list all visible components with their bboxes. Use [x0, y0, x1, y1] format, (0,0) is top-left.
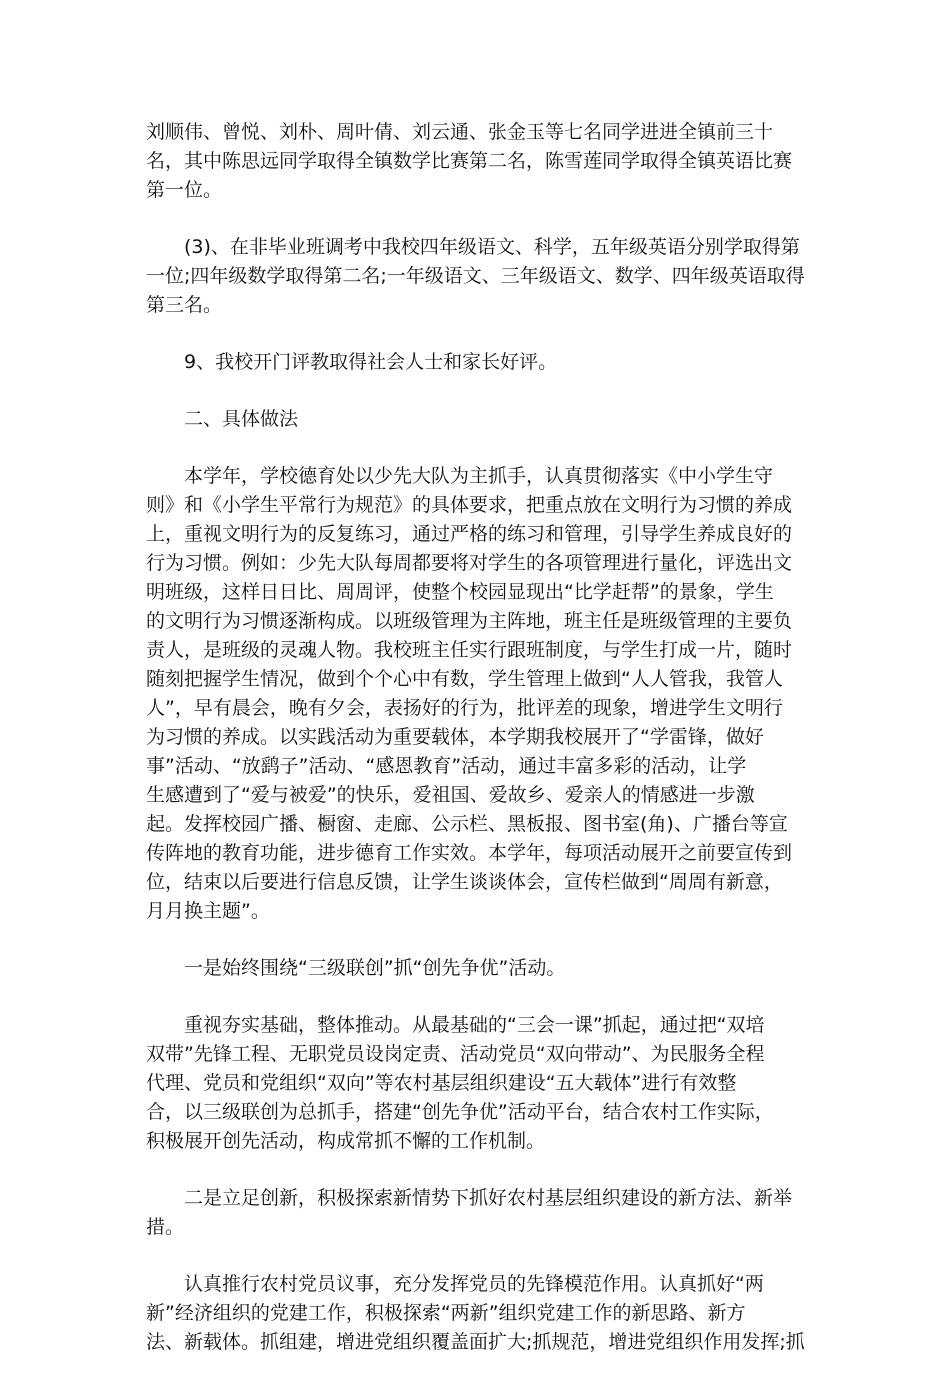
- text-line: 一是始终围绕“三级联创”抓“创先争优”活动。: [184, 957, 566, 979]
- text-line: 第三名。: [146, 294, 223, 316]
- text-line: 则》和《小学生平常行为规范》的具体要求，把重点放在文明行为习惯的养成: [146, 494, 793, 516]
- text-line: (3)、在非毕业班调考中我校四年级语文、科学，五年级英语分别学取得第: [184, 236, 800, 258]
- text-line: 名，其中陈思远同学取得全镇数学比赛第二名，陈雪莲同学取得全镇英语比赛: [146, 150, 793, 172]
- text-line: 的文明行为习惯逐渐构成。以班级管理为主阵地，班主任是班级管理的主要负: [146, 610, 793, 632]
- text-line: 二是立足创新，积极探索新情势下抓好农村基层组织建设的新方法、新举: [184, 1187, 793, 1209]
- text-line: 传阵地的教育功能，进步德育工作实效。本学年，每项活动展开之前要宣传到: [146, 842, 793, 864]
- text-line: 为习惯的养成。以实践活动为重要载体，本学期我校展开了“学雷锋，做好: [146, 726, 764, 748]
- text-line: 法、新载体。抓组建，增进党组织覆盖面扩大;抓规范，增进党组织作用发挥;抓: [146, 1331, 805, 1353]
- paragraph-point-one: [146, 954, 808, 983]
- text-line: 合，以三级联创为总抓手，搭建“创先争优”活动平台，结合农村工作实际，: [146, 1101, 774, 1123]
- text-line: 刘顺伟、曾悦、刘朴、周叶倩、刘云通、张金玉等七名同学进进全镇前三十: [146, 121, 774, 143]
- paragraph-non-graduating-exam: [146, 233, 808, 320]
- text-line: 重视夯实基础，整体推动。从最基础的“三会一课”抓起，通过把“双培: [184, 1014, 765, 1036]
- text-line: 起。发挥校园广播、橱窗、走廊、公示栏、黑板报、图书室(角)、广播台等宣: [146, 813, 788, 835]
- paragraph-foundation: [146, 1011, 808, 1156]
- text-line: 行为习惯。例如：少先大队每周都要将对学生的各项管理进行量化，评选出文: [146, 552, 793, 574]
- text-line: 积极展开创先活动，构成常抓不懈的工作机制。: [146, 1130, 546, 1152]
- text-line: 随刻把握学生情况，做到个个心中有数，学生管理上做到“人人管我，我管人: [146, 668, 783, 690]
- paragraph-open-evaluation: [146, 348, 808, 377]
- text-line: 位，结束以后要进行信息反馈，让学生谈谈体会，宣传栏做到“周周有新意，: [146, 871, 783, 893]
- text-line: 第一位。: [146, 179, 223, 201]
- text-line: 双带”先锋工程、无职党员设岗定责、活动党员“双向带动”、为民服务全程: [146, 1043, 765, 1065]
- text-line: 明班级，这样日日比、周周评，使整个校园显现出“比学赶帮”的景象，学生: [146, 581, 774, 603]
- text-line: 事”活动、“放鹞子”活动、“感恩教育”活动，通过丰富多彩的活动，让学: [146, 755, 747, 777]
- text-line: 生感遭到了“爱与被爱”的快乐，爱祖国、爱故乡、爱亲人的情感进一步激: [146, 784, 755, 806]
- text-line: 月月换主题”。: [146, 900, 270, 922]
- text-line: 责人，是班级的灵魂人物。我校班主任实行跟班制度，与学生打成一片，随时: [146, 639, 793, 661]
- text-line: 上，重视文明行为的反复练习，通过严格的练习和管理，引导学生养成良好的: [146, 523, 793, 545]
- paragraph-award-students: [146, 118, 808, 205]
- text-line: 代理、党员和党组织“双向”等农村基层组织建设“五大载体”进行有效整: [146, 1072, 737, 1094]
- paragraph-point-two: [146, 1184, 808, 1242]
- document-page: [146, 118, 808, 1385]
- text-line: 新”经济组织的党建工作，积极探索“两新”组织党建工作的新思路、新方: [146, 1302, 746, 1324]
- section-heading-methods: [146, 405, 808, 434]
- text-line: 一位;四年级数学取得第二名;一年级语文、三年级语文、数学、四年级英语取得: [146, 265, 805, 287]
- text-line: 二、具体做法: [184, 408, 299, 430]
- text-line: 9、我校开门评教取得社会人士和家长好评。: [184, 351, 558, 373]
- text-line: 本学年，学校德育处以少先大队为主抓手，认真贯彻落实《中小学生守: [184, 465, 774, 487]
- paragraph-moral-education: [146, 462, 808, 926]
- text-line: 认真推行农村党员议事，充分发挥党员的先锋模范作用。认真抓好“两: [184, 1273, 764, 1295]
- text-line: 措。: [146, 1216, 185, 1238]
- text-line: 人”，早有晨会，晚有夕会，表扬好的行为，批评差的现象，增进学生文明行: [146, 697, 783, 719]
